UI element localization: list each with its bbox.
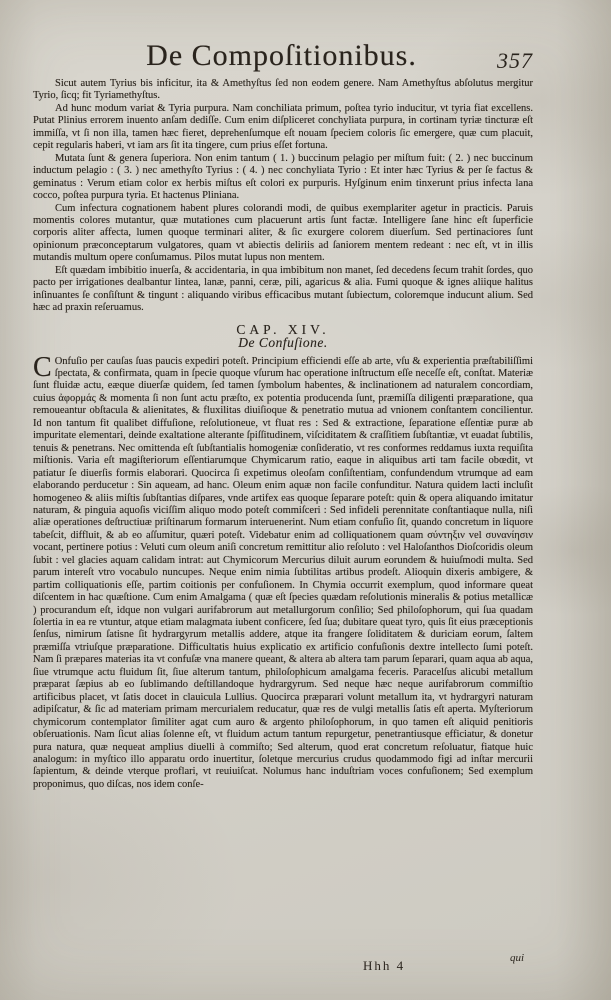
page-header bbox=[0, 0, 611, 74]
chapter-subheading: De Confuſione. bbox=[238, 335, 328, 351]
paragraph-tyrius: Sicut autem Tyrius bis inficitur, ita & Amethyſtus ſed non eodem genere. Nam Amethyſtus abſolutus mergitur Tyrio, ſicq; fit Tyriamethyſtus. bbox=[33, 78, 533, 102]
catchword: qui bbox=[510, 952, 525, 964]
text-block bbox=[0, 74, 611, 791]
chapter-text: Onfuſio per cauſas ſuas paucis expediri poteſt. Principium efficiendi eſſe ab arte, vſu & experientia præſtabiliſſimi ſpectata, & confirmata, quam in ſpecie quoque vſurum hac operatione inſtructum eſſe neceſſe eſt, conſtat. Materiæ ſunt fluidæ actu, eæque diuerſæ quidem, ſed tamen ſymbolum habentes, & inclinationem ad naturalem concordiam, cuius ἀφορμάς & momenta ſi non ſunt actu præſto, ex potentia producenda ſunt, præmiſſa diligenti præparatione, qua remoueantur obſtacula & alienitates, & fluxilitas diuiſioque & penetratio mutua ad vnionem conſtantem concilientur. Id non tantum fit qualibet diffuſione, reſolutioneue, vt fluat res : Sed & extractione, ſeparatione eſſentiæ puræ ab impuritate elementari, deinde exaltatione alterante ſpiſſitudinem, viſciditatem & craſſitiem ſubſtantiæ, vt euadat ſubtilis, tenuis & penetrans. Nec omittenda eſt ſubſtantialis homogeniæ conſideratio, vt res conformes reddamus iuxta requiſita miſtionis. Varia eſt magiſteriorum eſſentiarumque Chymicarum ratio, eaque in aliquibus arti tam facile obœdit, vt patiatur ſe diuerſis formis elaborari. Quocirca ſi expetimus oleoſam conſiſtentiam, confundendum vtrumque ad eam elaborando perducetur : Sin aqueam, ad hanc. Oleum enim aquæ non facile confunditur. Natura quidem lacti incluſit homogeneo & aliis miſtis ſubſtantias diſpares, vnde artifex eas quoque ſeparare poteſt: quin & opera aliquando imitatur naturam, & pinguia aquoſis viciſſim aliquo modo poteſt commiſceri : Sed infideli perennitate conſtantiaque nulla, niſi aliæ operationes deſtructiuæ priſtinarum formarum interuenerint. Num etiam confuſio ſit, quando concretum in liquore tabeſcit, diffluit, & ab eo aſſumitur, quæri poteſt. Videbatur enim ad colliquationem quam σύντηξιν vel συνανίησιν vocant, pertinere potius : Veluti cum oleum aniſi concretum remittitur alio reſoluto : vel Haloſanthos Dioſcoridis oleum ſubit : vel glacies aquam calidam intrat: aut Chymicorum Mercurius diluit aurum eorundem & huiuſmodi multa. Sed parum intereſt vtro vocabulo nuncupes. Neque enim nimia ſubtilitas artibus prodeſt. Alioquin dixeris ambigere, & partim colliquationis eſſe, partim coitionis per confuſionem. In Chymia occurrit exemplum, quod informare queat diſcentem in hac quæſtione. Cum enim Amalgama ( quæ eſt ſpecies quædam reſolutionis mineralis & potius metallicæ ) procurandum eſt, idque non vulgari aurifabrorum aut metallurgorum conſilio; Sed philoſophorum, qui ſua quadam ſolertia in ea re vtuntur, atque etiam malagmata iubent conficere, ſed ſua; dubitare queat tyro, quis ſit eius præceptionis ſenſus, nimirum ſatisne ſit hydrargyrum metallis addere, atque ita frangere ſoliditatem & duriciam eorum, ſaltem præmiſſa vtriuſque præparatione. Difficultatis huius explicatio ex artificio confuſionis dextre intellecto ſumi poteſt. Nam ſi præpares materias ita vt confuſæ vna manere queant, & altera ab altera tam parum ſeparari, quam aqua ab aqua, ſiue vtrumque actu fluidum ſit, ſiue alterum tantum, philoſophicum amalgama feceris. Paracelſus alicubi metallum præparat ſæpius ab eo ſublimando deſtillandoque hydrargyrum. Sed neque hæc neque aurifabrorum commiſtio artificibus placet, vt ſatis docet in clauicula Lullius. Quocirca præparari volunt metallum ita, vt hydrargyri naturam adipiſcatur, & ſic ad materiam primam mercurialem reducatur, quæ res de vulgi metallis ſatis eſt aperta. Myſteriorum chymicorum contemplator ſimiliter agat cum auro & argento philoſophorum, in quo tamen eſt aliquid penitioris obſeruationis. Nam ſicut alias ſolenne eſt, vt fluidum actum tantum repurgetur, penetrantiusque efficiatur, & donetur pura natura, quæ nequeat amplius diuelli à commiſto; Sed alterum, quod erat concretum reſoluatur, fiatque huic analogum: in myſtico illo apparatu ordo inuertitur, ſoletque mercurius crudus quodammodo figi ad inſtar mercurii ſapientum, & deinde vterque proflari, vt reuiuiſcat. Nolumus hanc induſtriam voces confuſionem; Sed exemplum proponimus, quo diſcas, nos idem conſe- bbox=[33, 355, 533, 790]
signature-mark: Hhh 4 bbox=[363, 958, 406, 973]
page-title: De Compoſitionibus. bbox=[146, 39, 417, 72]
paragraph-tyria-purpura: Ad hunc modum variat & Tyria purpura. Nam conchiliata primum, poſtea tyrio inducitur, vt tyria fiat excellens. Putat Plinius errorem inuento anſam dediſſe. Cum enim diſpliceret conchyliata purpura, in cortinam tyriæ tincturæ eſt immiſſa, vt ſi non illa, tamen hæc fieret, deprehenſumque eſt nouam ſpeciem coloris ſic emergere, quæ cum placuit, cepit regularis haberi, vt iam ars ſit ita tingere, cum prius eſſet fortuna. bbox=[33, 102, 533, 152]
chapter-heading: CAP. XIV. bbox=[236, 321, 330, 337]
drop-cap: C bbox=[33, 351, 52, 383]
page-number: 357 bbox=[497, 48, 533, 73]
paragraph-confusio bbox=[33, 351, 533, 792]
paragraph-mutata-genera: Mutata ſunt & genera ſuperiora. Non enim tantum ( 1. ) buccinum pelagio per miſtum fuit: ( 2. ) nec buccinum inductum pelagio : ( 3. ) nec amethyſto Tyrius : ( 4. ) nec conchyliata Tyrio : Et inter hæc Tyrius & per ſe factus & geminatus : Verum etiam color ex herbis miſtus eſt colori ex purpuris. Hyſginum enim tinxerunt prius infecta lana cocco, poſtea purpura tyria. Et hactenus Pliniana. bbox=[33, 152, 533, 202]
paragraph-infectura: Cum infectura cognationem habent plures colorandi modi, de quibus exemplariter agetur in practicis. Paruis momentis colores mutantur, quæ mutationes cum placuerunt artis ſunt factæ. Intelligere ſane hinc eſt ſuperficie corporis aliter affecta, lumen quoque terminari aliter, & ſic exurgere colorem diuerſum. Sed pertinaciores ſunt opinionum præconceptarum vulgatores, quam vt abiectis deliriis ad ſaniorem mentem redeant : nec eſt, vt in illis mutandis multum opere conſumamus. Pilos mutat lupus non mentem. bbox=[33, 202, 533, 264]
paragraph-imbibitio: Eſt quædam imbibitio inuerſa, & accidentaria, in qua imbibitum non manet, ſed decedens ſecum trahit ſordes, quo pacto per irrigationes dealbantur lintea, lanæ, panni, ceræ, pili, agaricus & alia. Fumi quoque & ignes aliique halitus inſinuantes ſe conſiſtunt & tingunt : aliquando viribus efficacibus mutant ſubiectum, coloremque inducunt alium. Sed hæc ad praxin reſeruamus. bbox=[33, 264, 533, 314]
